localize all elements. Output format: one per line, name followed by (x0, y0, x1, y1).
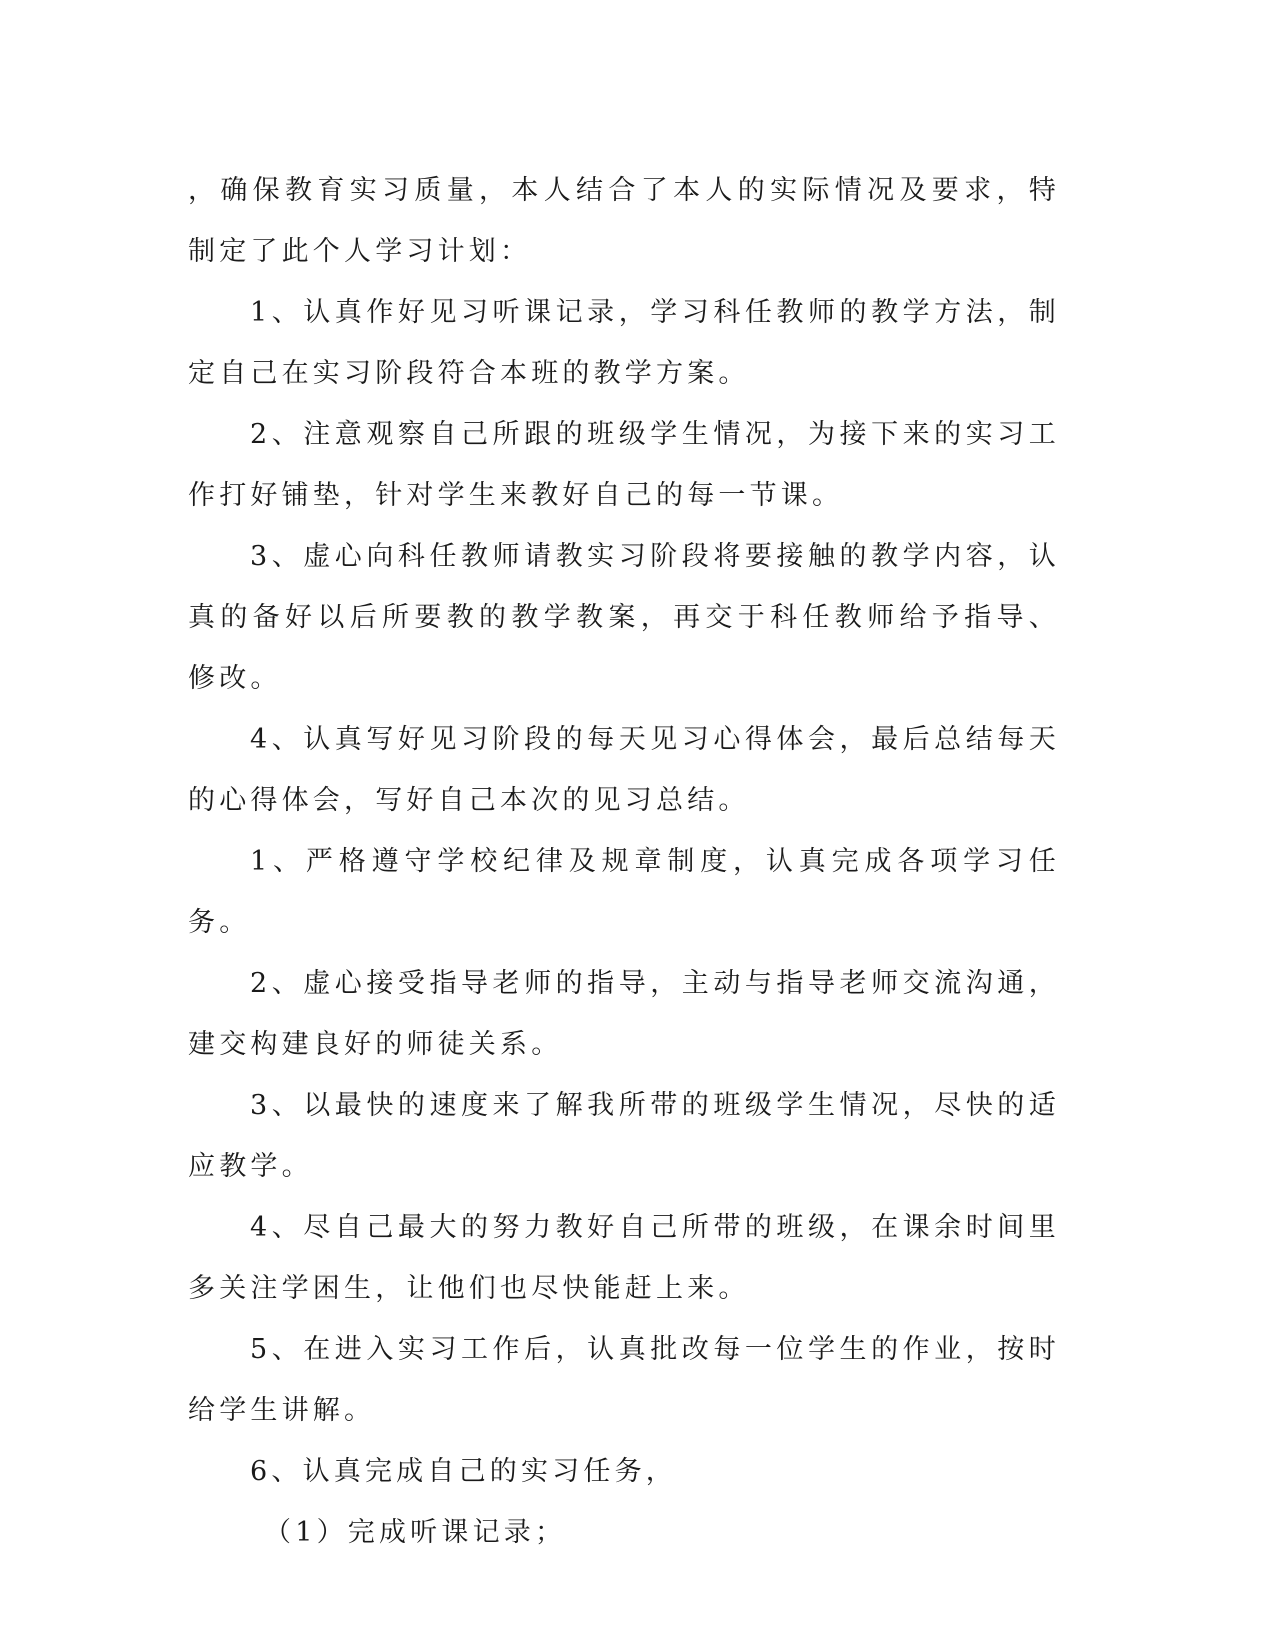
sub-item-1: （1）完成听课记录； (264, 1517, 567, 1548)
paragraph-practice-6: 6、认真完成自己的实习任务， (250, 1456, 677, 1487)
paragraph-practice-1: 1、严格遵守学校纪律及规章制度，认真完成各项学习任务。 (188, 846, 1060, 938)
paragraph-practice-5: 5、在进入实习工作后，认真批改每一位学生的作业，按时给学生讲解。 (188, 1334, 1060, 1426)
paragraph-practice-3: 3、以最快的速度来了解我所带的班级学生情况，尽快的适应教学。 (188, 1090, 1060, 1182)
paragraph-observation-2: 2、注意观察自己所跟的班级学生情况，为接下来的实习工作打好铺垫，针对学生来教好自己的每一节课。 (188, 419, 1060, 511)
paragraph-observation-4: 4、认真写好见习阶段的每天见习心得体会，最后总结每天的心得体会，写好自己本次的见习总结。 (188, 724, 1060, 816)
paragraph-practice-2: 2、虚心接受指导老师的指导，主动与指导老师交流沟通，建交构建良好的师徒关系。 (188, 968, 1060, 1060)
paragraph-observation-3: 3、虚心向科任教师请教实习阶段将要接触的教学内容，认真的备好以后所要教的教学教案，再交于科任教师给予指导、修改。 (188, 541, 1060, 694)
intro-paragraph: ，确保教育实习质量，本人结合了本人的实际情况及要求，特制定了此个人学习计划： (188, 175, 1060, 267)
document-body (188, 160, 1060, 1563)
paragraph-observation-1: 1、认真作好见习听课记录，学习科任教师的教学方法，制定自己在实习阶段符合本班的教学方案。 (188, 297, 1060, 389)
paragraph-practice-4: 4、尽自己最大的努力教好自己所带的班级，在课余时间里多关注学困生，让他们也尽快能赶上来。 (188, 1212, 1060, 1304)
